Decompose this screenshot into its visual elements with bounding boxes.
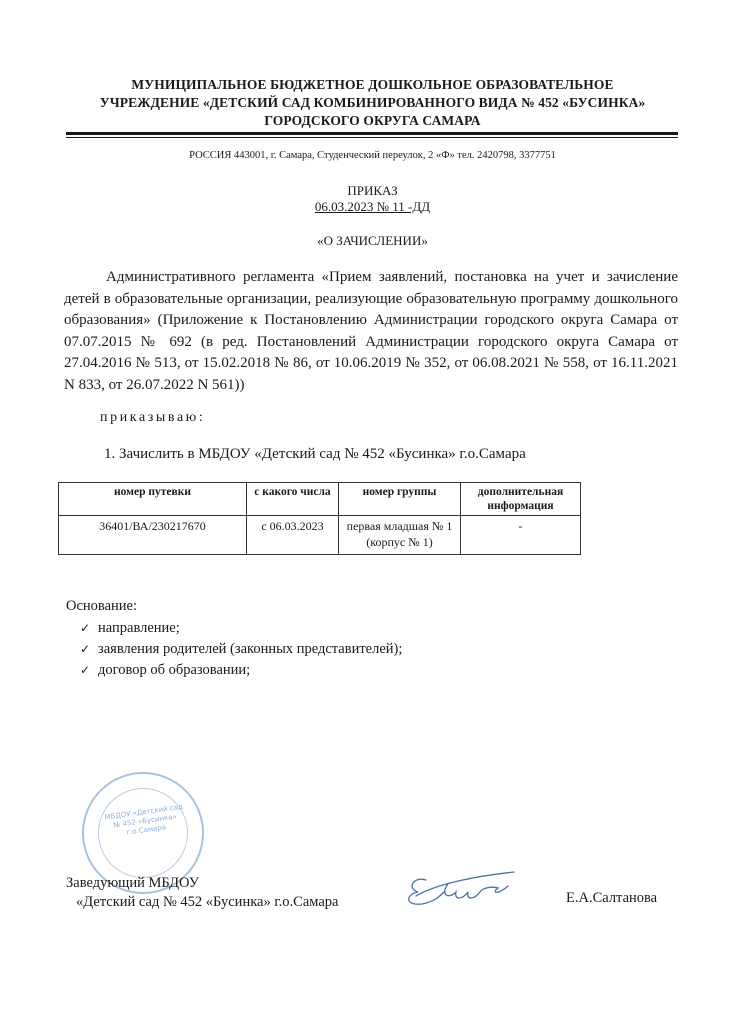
basis-label: Основание: bbox=[66, 598, 137, 614]
header-voucher-number: номер путевки bbox=[59, 483, 247, 516]
header-group-number: номер группы bbox=[339, 483, 461, 516]
table-row bbox=[59, 516, 581, 555]
body-paragraph: Административного регламента «Прием заявлений, постановка на учет и зачисление детей в образовательные организации, реализующие образовательную программу дошкольного образования» (Приложение к Постановлению Администрации городского округа Самара от 07.07.2015 № 692 (в ред. Постановлений Администрации городского округа Самара от 27.04.2016 № 513, от 15.02.2018 № 86, от 10.06.2019 № 352, от 06.08.2021 № 558, от 16.11.2021 N 833, от 26.07.2022 N 561)) bbox=[64, 269, 678, 393]
cell-group-number: первая младшая № 1 (корпус № 1) bbox=[339, 516, 461, 555]
handwritten-signature-icon bbox=[396, 866, 526, 910]
cell-start-date: с 06.03.2023 bbox=[247, 516, 339, 555]
seal-text: МБДОУ «Детский сад № 452 «Бусинка» г.о.Самара bbox=[104, 802, 184, 837]
enrollment-table bbox=[58, 482, 581, 555]
table-header-row bbox=[59, 483, 581, 516]
decree-word: приказываю: bbox=[100, 410, 206, 425]
organization-address: РОССИЯ 443001, г. Самара, Студенческий переулок, 2 «Ф» тел. 2420798, 3377751 bbox=[189, 150, 556, 161]
org-title-line-2: УЧРЕЖДЕНИЕ «ДЕТСКИЙ САД КОМБИНИРОВАННОГО ВИДА № 452 «БУСИНКА» bbox=[99, 95, 646, 110]
order-title: ПРИКАЗ bbox=[347, 183, 398, 198]
header-start-date: с какого числа bbox=[247, 483, 339, 516]
signatory-role: Заведующий МБДОУ bbox=[66, 875, 199, 891]
signatory-organization: «Детский сад № 452 «Бусинка» г.о.Самара bbox=[76, 894, 339, 910]
list-item: ✓ договор об образовании; bbox=[80, 660, 402, 681]
org-title-line-3: ГОРОДСКОГО ОКРУГА САМАРА bbox=[264, 113, 481, 128]
cell-additional-info: - bbox=[461, 516, 581, 555]
org-title-line-1: МУНИЦИПАЛЬНОЕ БЮДЖЕТНОЕ ДОШКОЛЬНОЕ ОБРАЗОВАТЕЛЬНОЕ bbox=[131, 77, 614, 92]
header-divider-thick bbox=[66, 132, 678, 135]
organization-title bbox=[60, 76, 685, 130]
checkmark-icon: ✓ bbox=[80, 663, 91, 677]
order-subject: «О ЗАЧИСЛЕНИИ» bbox=[317, 233, 428, 248]
header-additional-info: дополнительная информация bbox=[461, 483, 581, 516]
list-item: ✓ направление; bbox=[80, 618, 402, 639]
list-item: ✓ заявления родителей (законных представителей); bbox=[80, 639, 402, 660]
signatory-name: Е.А.Салтанова bbox=[566, 890, 658, 906]
cell-voucher-number: 36401/ВА/230217670 bbox=[59, 516, 247, 555]
enrollment-item: 1. Зачислить в МБДОУ «Детский сад № 452 «Бусинка» г.о.Самара bbox=[104, 446, 526, 462]
checkmark-icon: ✓ bbox=[80, 621, 91, 635]
header-divider-thin bbox=[66, 137, 678, 138]
order-number: 06.03.2023 № 11 -ДД bbox=[314, 199, 431, 214]
checkmark-icon: ✓ bbox=[80, 642, 91, 656]
basis-list bbox=[80, 618, 402, 681]
